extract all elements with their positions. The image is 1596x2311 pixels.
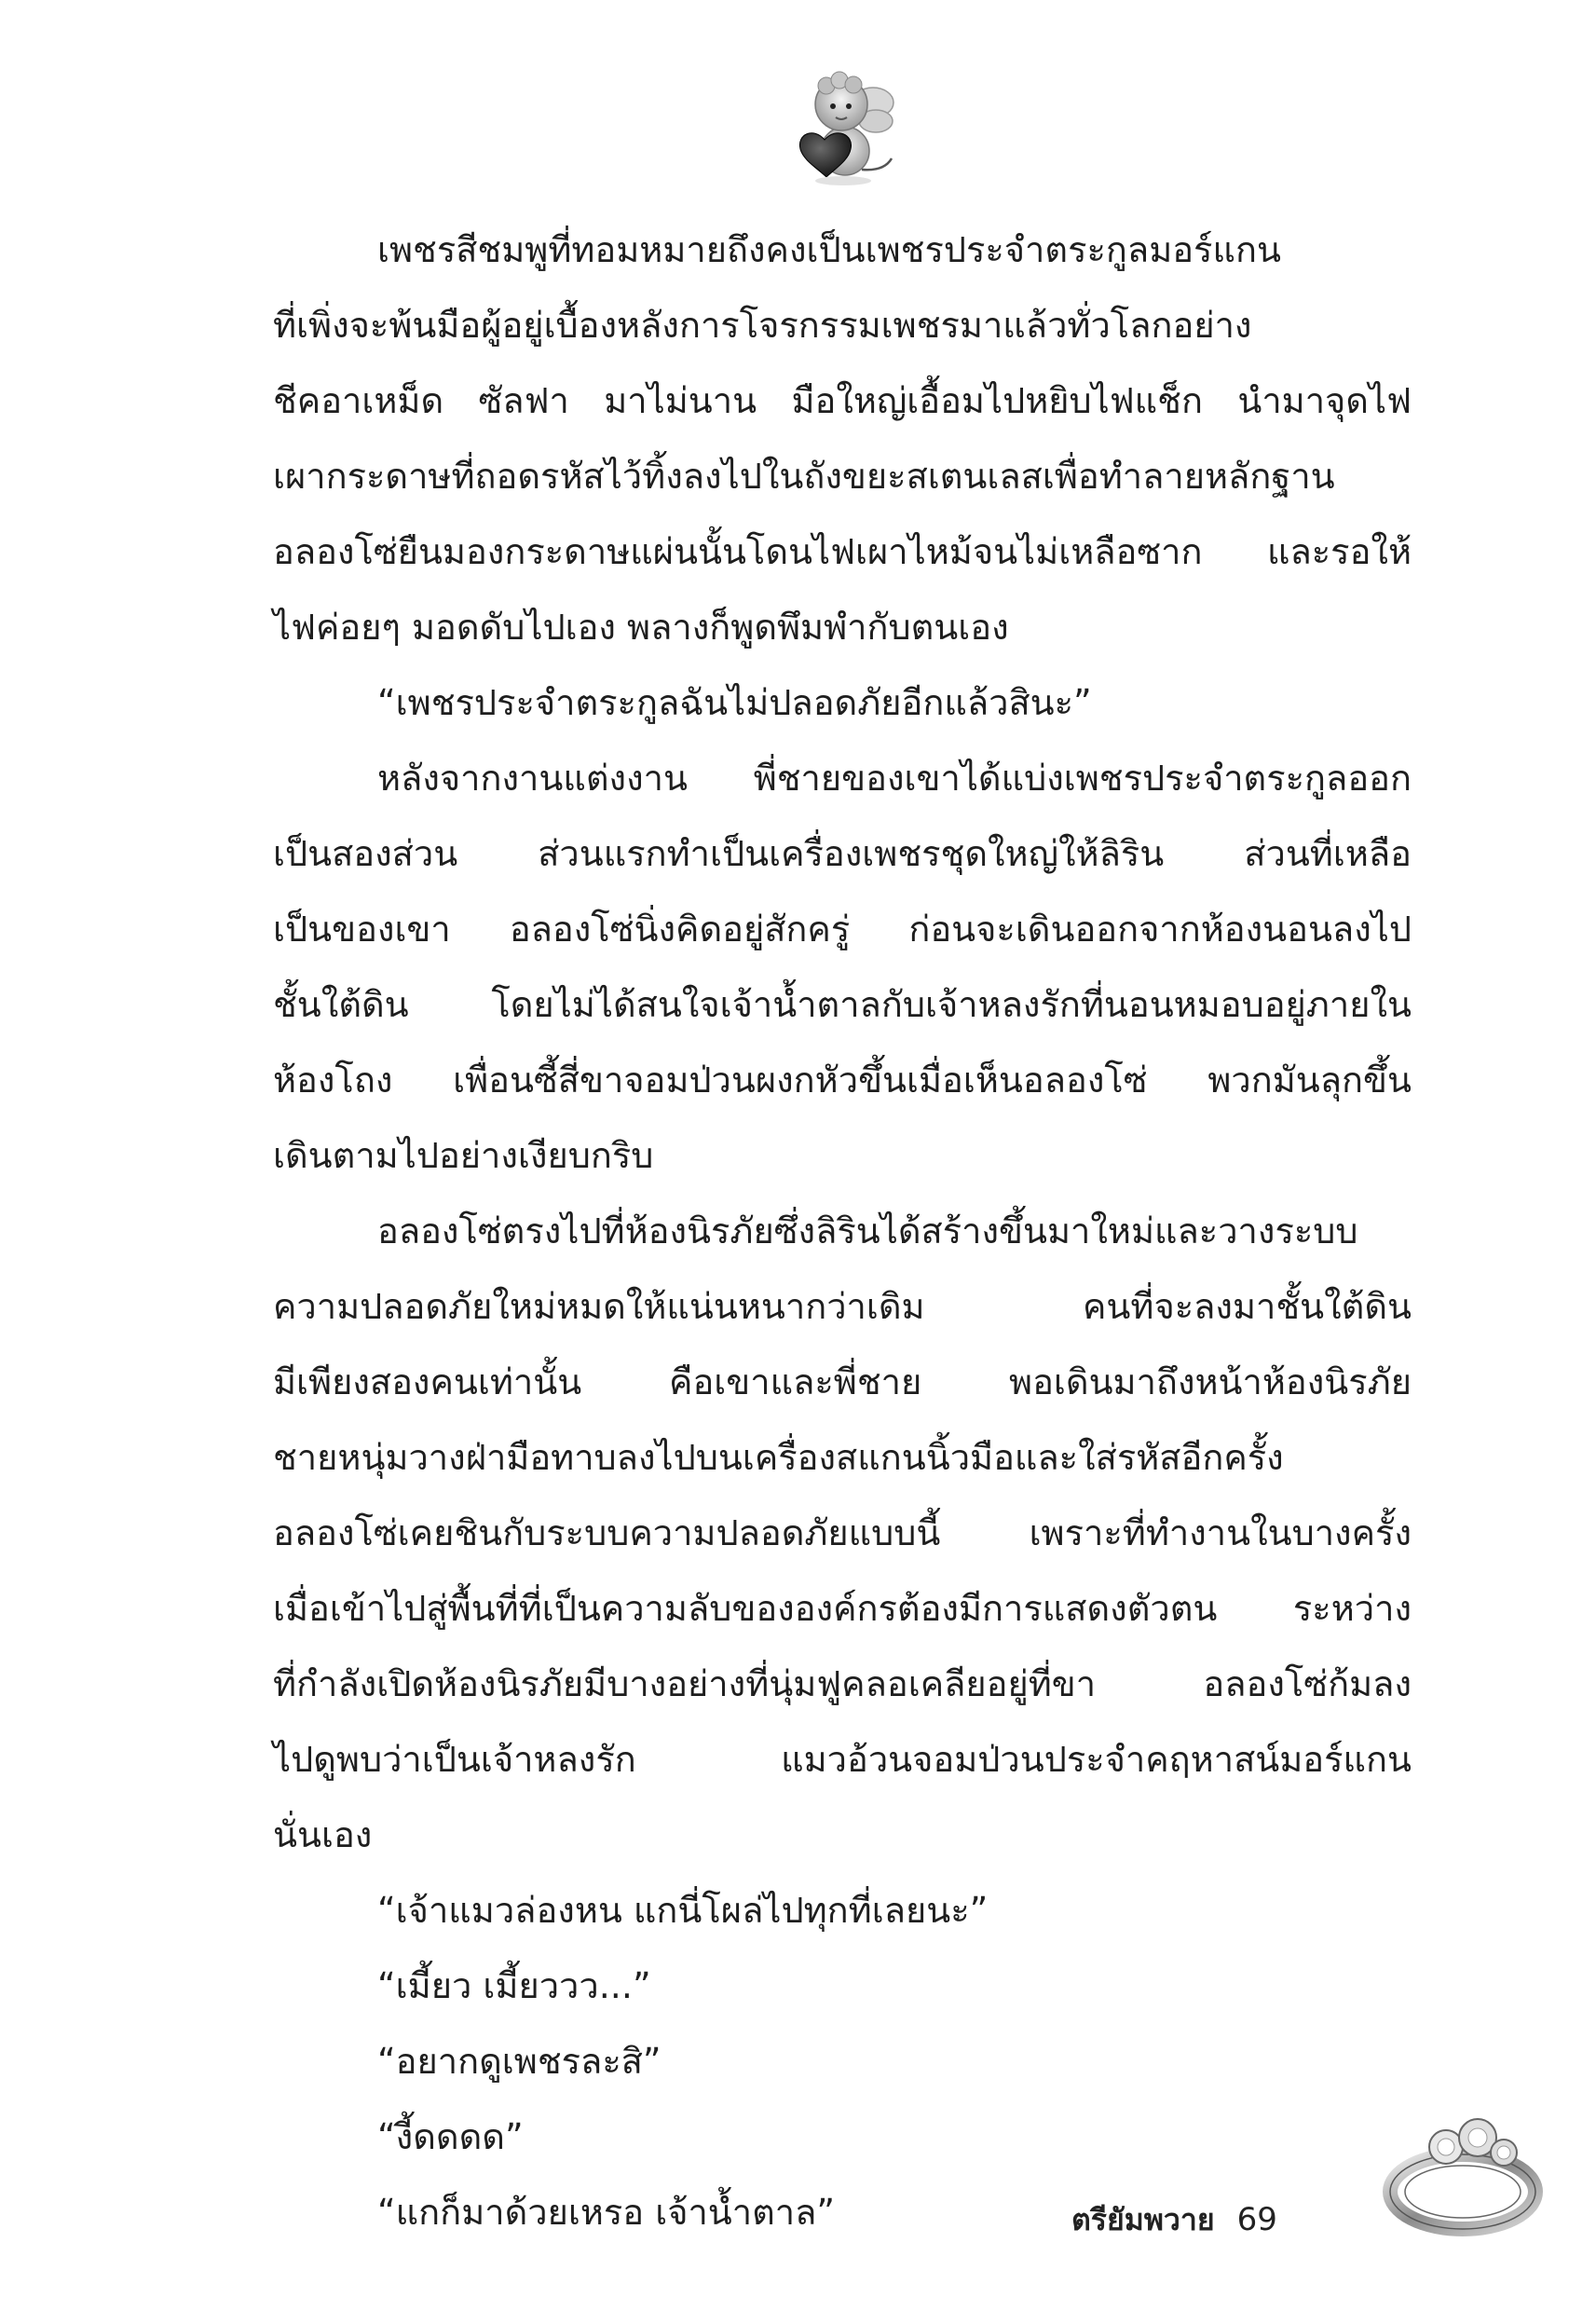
text-line: เดินตามไปอย่างเงียบกริบ <box>273 1135 654 1176</box>
text-line: เป็นของเขา อลองโซ่นิ่งคิดอยู่สักครู่ ก่อนจะเดินออกจากห้องนอนลงไป <box>273 909 1412 950</box>
text-line: ที่กำลังเปิดห้องนิรภัยมีบางอย่างที่นุ่มฟูคลอเคลียอยู่ที่ขา อลองโซ่ก้มลง <box>273 1663 1412 1704</box>
diamond-ring-icon <box>1379 2106 1556 2246</box>
text-line: ไปดูพบว่าเป็นเจ้าหลงรัก แมวอ้วนจอมป่วนประจำคฤหาสน์มอร์แกน <box>273 1739 1412 1780</box>
text-line: ชายหนุ่มวางฝ่ามือทาบลงไปบนเครื่องสแกนนิ้วมือและใส่รหัสอีกครั้ง <box>273 1437 1284 1478</box>
page-number: 69 <box>1236 2201 1277 2238</box>
text-line: เผากระดาษที่ถอดรหัสไว้ทิ้งลงไปในถังขยะสเตนเลสเพื่อทำลายหลักฐาน <box>273 456 1335 497</box>
text-line: เมื่อเข้าไปสู่พื้นที่ที่เป็นความลับขององค์กรต้องมีการแสดงตัวตน ระหว่าง <box>273 1588 1412 1629</box>
text-line: เป็นสองส่วน ส่วนแรกทำเป็นเครื่องเพชรชุดใหญ่ให้ลิริน ส่วนที่เหลือ <box>273 833 1412 874</box>
text-line: “งี้ดดดด” <box>377 2116 524 2157</box>
text-line: ความปลอดภัยใหม่หมดให้แน่นหนากว่าเดิม คนที่จะลงมาชั้นใต้ดิน <box>273 1286 1412 1327</box>
cupid-holding-heart-icon <box>787 67 899 188</box>
text-line: เพชรสีชมพูที่ทอมหมายถึงคงเป็นเพชรประจำตระกูลมอร์แกน <box>377 229 1281 270</box>
text-line: “เจ้าแมวล่องหน แกนี่โผล่ไปทุกที่เลยนะ” <box>377 1890 989 1931</box>
text-line: ห้องโถง เพื่อนซี้สี่ขาจอมป่วนผงกหัวขึ้นเมื่อเห็นอลองโซ่ พวกมันลุกขึ้น <box>273 1060 1412 1101</box>
text-line: ที่เพิ่งจะพ้นมือผู้อยู่เบื้องหลังการโจรกรรมเพชรมาแล้วทั่วโลกอย่าง <box>273 305 1252 346</box>
text-line: หลังจากงานแต่งงาน พี่ชายของเขาได้แบ่งเพชรประจำตระกูลออก <box>377 758 1412 799</box>
text-line: อลองโซ่เคยชินกับระบบความปลอดภัยแบบนี้ เพราะที่ทำงานในบางครั้ง <box>273 1512 1412 1553</box>
text-line: ชั้นใต้ดิน โดยไม่ได้สนใจเจ้าน้ำตาลกับเจ้าหลงรักที่นอนหมอบอยู่ภายใน <box>273 984 1412 1025</box>
text-line: มีเพียงสองคนเท่านั้น คือเขาและพี่ชาย พอเดินมาถึงหน้าห้องนิรภัย <box>273 1361 1412 1402</box>
text-line: “เมี้ยว เมี้ยววว...” <box>377 1965 651 2006</box>
text-line: “อยากดูเพชรละสิ” <box>377 2041 662 2082</box>
book-title: ตรียัมพวาย <box>1071 2202 1215 2237</box>
body-text <box>273 212 1412 2250</box>
page-footer <box>1071 2192 1277 2248</box>
text-line: ชีคอาเหม็ด ซัลฟา มาไม่นาน มือใหญ่เอื้อมไปหยิบไฟแช็ก นำมาจุดไฟ <box>273 380 1412 421</box>
text-line: ไฟค่อยๆ มอดดับไปเอง พลางก็พูดพึมพำกับตนเอง <box>273 607 1009 648</box>
text-line: นั่นเอง <box>273 1814 373 1855</box>
text-line: “เพชรประจำตระกูลฉันไม่ปลอดภัยอีกแล้วสินะ” <box>377 682 1092 723</box>
text-line: “แกก็มาด้วยเหรอ เจ้าน้ำตาล” <box>377 2192 836 2233</box>
text-line: อลองโซ่ตรงไปที่ห้องนิรภัยซึ่งลิรินได้สร้างขึ้นมาใหม่และวางระบบ <box>377 1210 1358 1251</box>
text-line: อลองโซ่ยืนมองกระดาษแผ่นนั้นโดนไฟเผาไหม้จนไม่เหลือซาก และรอให้ <box>273 531 1412 572</box>
